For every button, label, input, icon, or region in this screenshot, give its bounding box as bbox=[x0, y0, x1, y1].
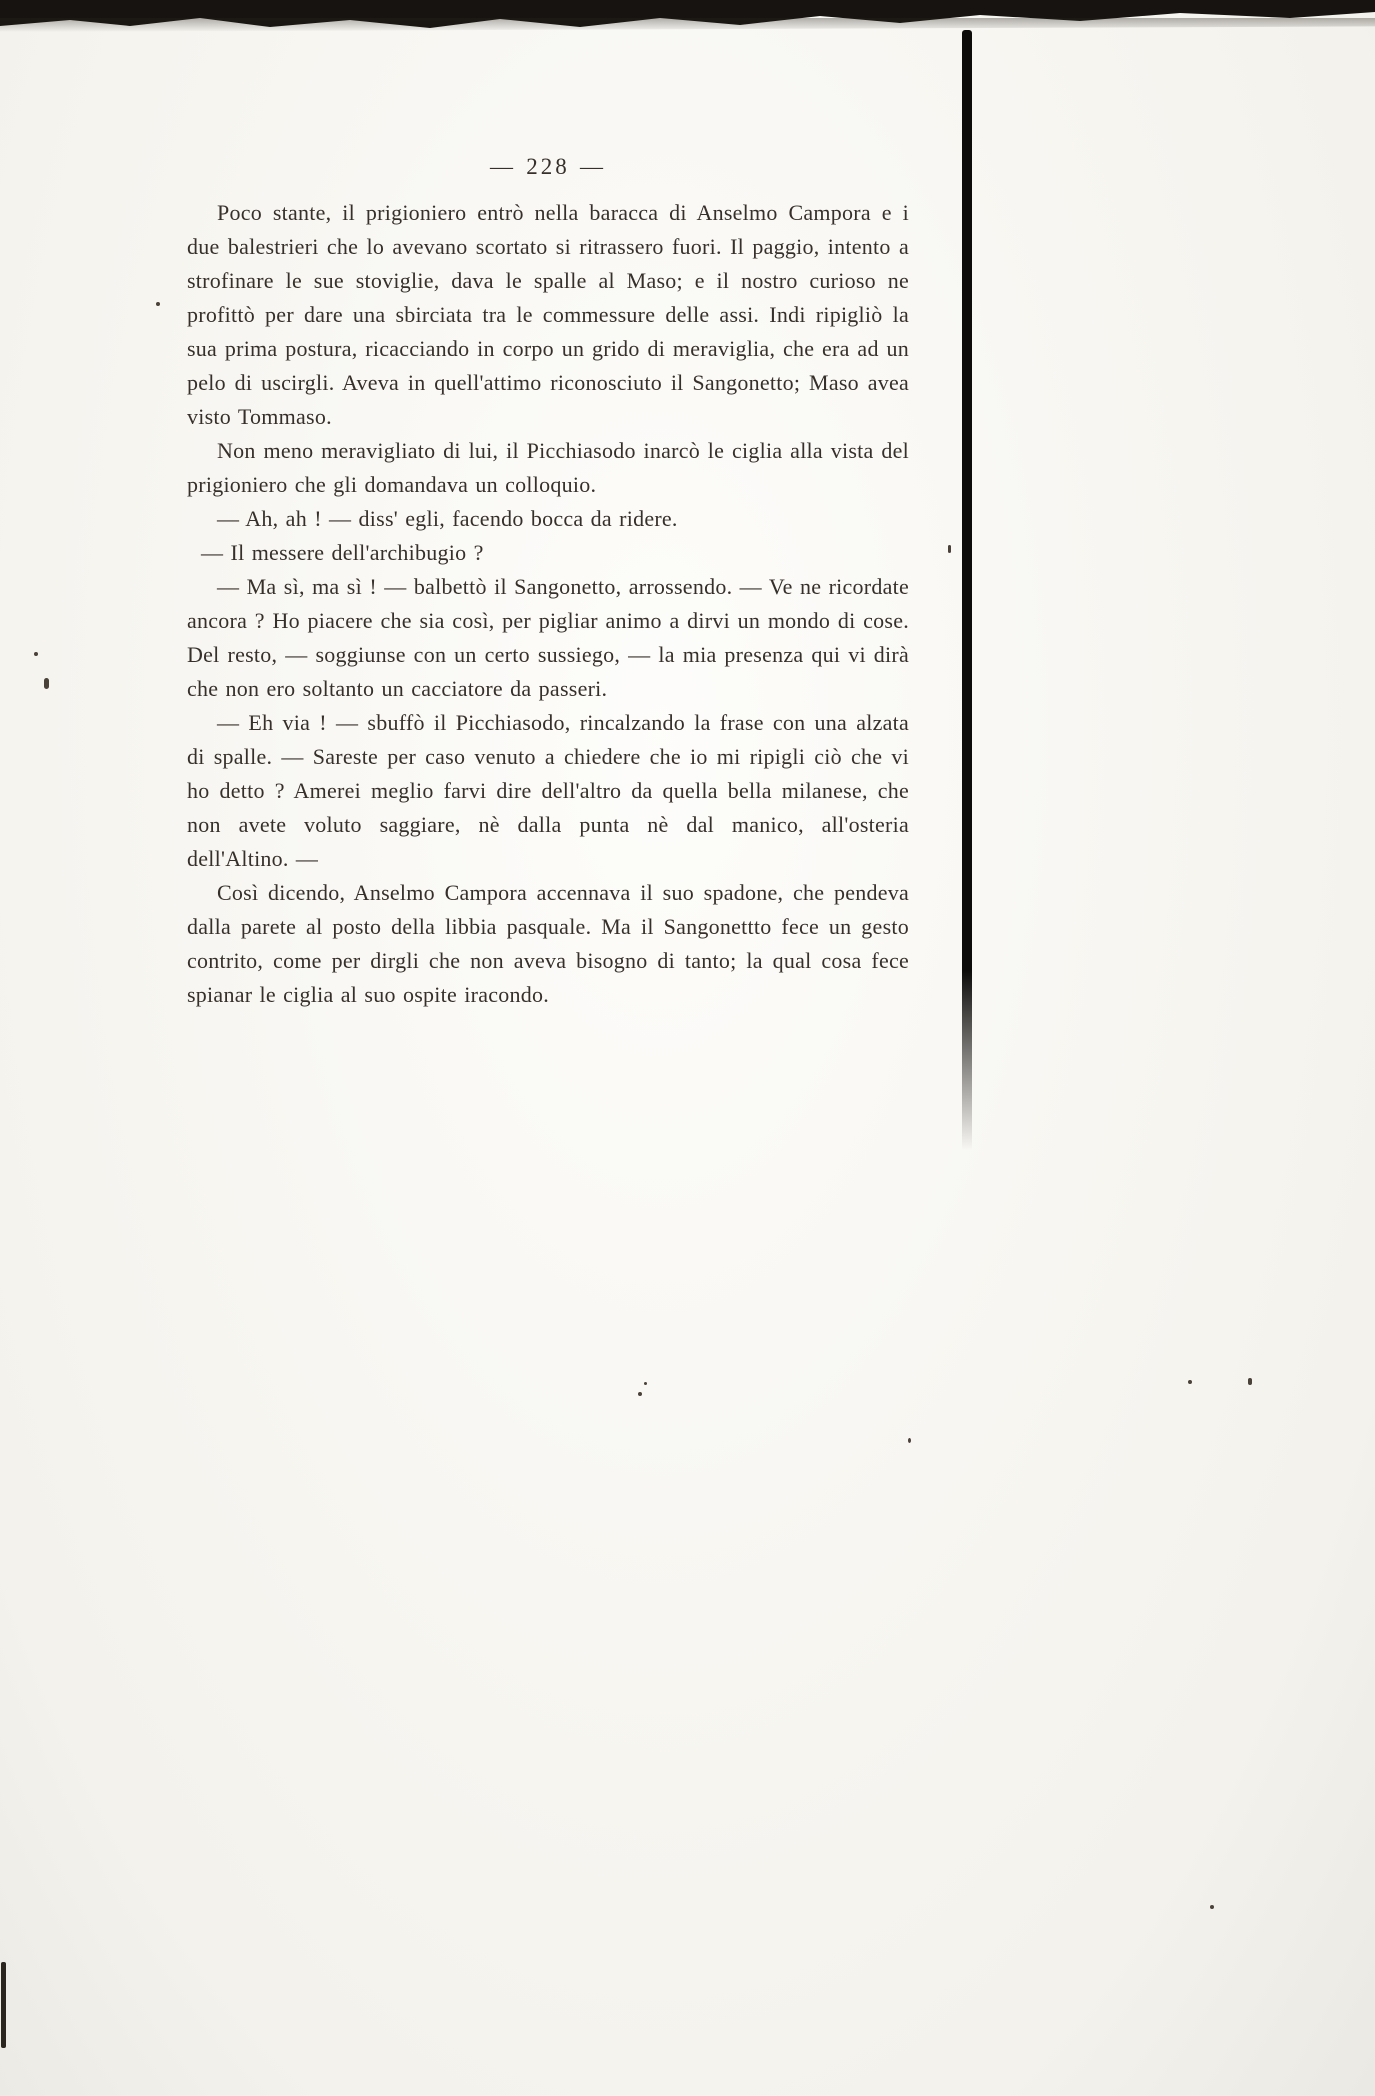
scan-speck bbox=[156, 302, 160, 306]
paragraph: Non meno meravigliato di lui, il Picchiasodo inarcò le ciglia alla vista del prigioniero che gli domandava un colloquio. bbox=[187, 438, 909, 497]
scan-artifact-right-bar bbox=[962, 30, 972, 1150]
scan-speck bbox=[948, 545, 951, 553]
scan-speck bbox=[638, 1392, 642, 1396]
paragraph: — Eh via ! — sbuffò il Picchiasodo, rincalzando la frase con una alzata di spalle. — Sareste per caso venuto a chiedere che io mi ripigli ciò che vi ho detto ? Amerei meglio farvi dire dell'altro da quella bella milanese, che non avete voluto saggiare, nè dalla punta nè dal manico, all'osteria dell'Altino. — bbox=[187, 710, 909, 871]
page-number: — 228 — bbox=[490, 154, 606, 179]
scan-speck bbox=[34, 652, 38, 656]
page-text-block bbox=[187, 150, 909, 1012]
scan-speck bbox=[644, 1382, 647, 1385]
paragraph: Così dicendo, Anselmo Campora accennava il suo spadone, che pendeva dalla parete al posto della libbia pasquale. Ma il Sangonettto fece un gesto contrito, come per dirgli che non aveva bisogno di tanto; la qual cosa fece spianar le ciglia al suo ospite iracondo. bbox=[187, 880, 909, 1007]
scan-speck bbox=[44, 678, 49, 689]
paragraph: — Ah, ah ! — diss' egli, facendo bocca da ridere. bbox=[217, 506, 678, 531]
paragraph: — Il messere dell'archibugio ? bbox=[201, 540, 484, 565]
scan-artifact-left-edge bbox=[1, 1962, 6, 2048]
paragraph: Poco stante, il prigioniero entrò nella baracca di Anselmo Campora e i due balestrieri che lo avevano scortato si ritrassero fuori. Il paggio, intento a strofinare le sue stoviglie, dava le spalle al Maso; e il nostro curioso ne profittò per dare una sbirciata tra le commessure delle assi. Indi ripigliò la sua prima postura, ricacciando in corpo un grido di meraviglia, che era ad un pelo di uscirgli. Aveva in quell'attimo riconosciuto il Sangonetto; Maso avea visto Tommaso. bbox=[187, 200, 909, 429]
paragraph: — Ma sì, ma sì ! — balbettò il Sangonetto, arrossendo. — Ve ne ricordate ancora ? Ho piacere che sia così, per pigliar animo a dirvi un mondo di cose. Del resto, — soggiunse con un certo sussiego, — la mia presenza qui vi dirà che non ero soltanto un cacciatore da passeri. bbox=[187, 574, 909, 701]
scan-speck bbox=[1210, 1905, 1214, 1909]
scan-speck bbox=[908, 1438, 911, 1443]
scan-speck bbox=[1188, 1380, 1192, 1384]
scan-speck bbox=[1248, 1378, 1252, 1385]
